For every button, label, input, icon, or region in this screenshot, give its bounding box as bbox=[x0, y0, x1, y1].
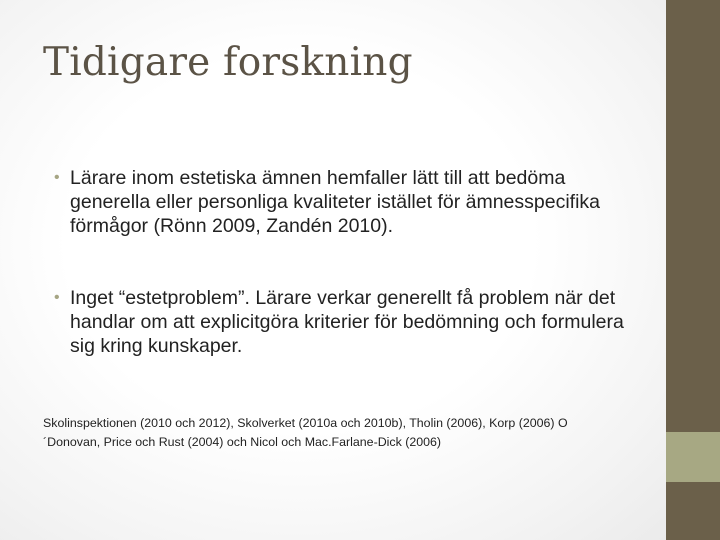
bullet-marker: • bbox=[54, 169, 60, 186]
bullet-item bbox=[50, 166, 650, 238]
sidebar-accent-block bbox=[666, 432, 720, 482]
bullet-item bbox=[50, 286, 650, 358]
references-text: Skolinspektionen (2010 och 2012), Skolverket (2010a och 2010b), Tholin (2006), Korp (2006) O´Donovan, Price och Rust (2004) och Nicol och Mac.Farlane-Dick (2006) bbox=[43, 416, 568, 449]
bullet-text: Lärare inom estetiska ämnen hemfaller lätt till att bedöma generella eller personliga kvaliteter istället för ämnesspecifika förmågor (Rönn 2009, Zandén 2010). bbox=[70, 167, 601, 237]
bullet-marker: • bbox=[54, 289, 60, 306]
slide-title: Tidigare forskning bbox=[43, 40, 413, 85]
bullet-text: Inget “estetproblem”. Lärare verkar generellt få problem när det handlar om att explicitgöra kriterier för bedömning och formulera sig kring kunskaper. bbox=[70, 287, 624, 357]
bullet-list bbox=[50, 166, 650, 358]
